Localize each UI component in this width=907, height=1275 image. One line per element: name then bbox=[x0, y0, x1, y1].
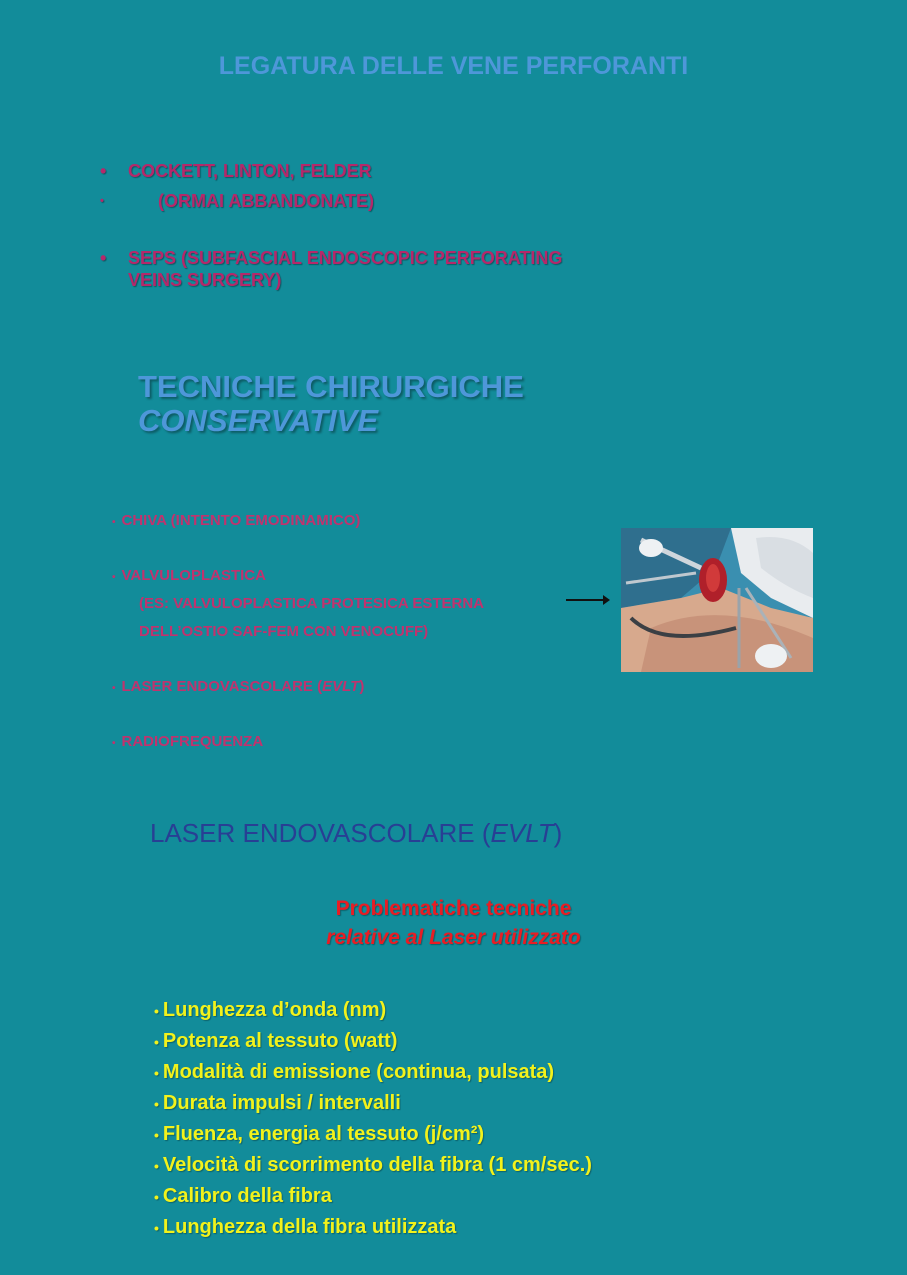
bullet-icon: • bbox=[154, 1189, 159, 1205]
list-item bbox=[100, 160, 562, 182]
surgery-illustration bbox=[621, 528, 813, 672]
list-item-sub: DELL’OSTIO SAF-FEM CON VENOCUFF) bbox=[139, 623, 429, 640]
list-item bbox=[100, 247, 562, 291]
page-title: LEGATURA DELLE VENE PERFORANTI bbox=[218, 52, 689, 80]
problematiche-heading: Problematiche tecniche relative al Laser utilizzato bbox=[326, 897, 581, 949]
list-item: • CHIVA (INTENTO EMODINAMICO) bbox=[112, 512, 361, 529]
list-item: • Potenza al tessuto (watt) bbox=[154, 1030, 398, 1052]
list-item: • LASER ENDOVASCOLARE (EVLT) bbox=[112, 678, 365, 695]
bullet-icon: • bbox=[100, 161, 107, 181]
list-item-label: SEPS (SUBFASCIAL ENDOSCOPIC PERFORATING VEINS SURGERY) bbox=[128, 248, 563, 290]
list-item: • Fluenza, energia al tessuto (j/cm²) bbox=[154, 1123, 485, 1145]
list-item: • Velocità di scorrimento della fibra (1 cm/sec.) bbox=[154, 1154, 592, 1176]
bullet-icon: • bbox=[154, 1003, 159, 1019]
list-item-sub: (ES: VALVULOPLASTICA PROTESICA ESTERNA bbox=[139, 595, 485, 612]
list-item: • Calibro della fibra bbox=[154, 1185, 332, 1207]
bullet-icon: • bbox=[100, 195, 104, 207]
bullet-icon: • bbox=[112, 683, 116, 694]
list-item: • VALVULOPLASTICA bbox=[112, 567, 266, 584]
list-item: • RADIOFREQUENZA bbox=[112, 733, 264, 750]
bullet-icon: • bbox=[100, 248, 107, 268]
bullet-icon: • bbox=[154, 1034, 159, 1050]
laser-parameters-list bbox=[154, 995, 592, 1243]
bullet-icon: • bbox=[154, 1158, 159, 1174]
bullet-icon: • bbox=[154, 1065, 159, 1081]
bullet-icon: • bbox=[112, 738, 116, 749]
bullet-icon: • bbox=[154, 1220, 159, 1236]
list-item: • Lunghezza d’onda (nm) bbox=[154, 999, 387, 1021]
list-item-label: (ORMAI ABBANDONATE) bbox=[158, 191, 374, 211]
list-item bbox=[100, 190, 562, 212]
list-item: • Modalità di emissione (continua, pulsata) bbox=[154, 1061, 555, 1083]
bullet-icon: • bbox=[154, 1127, 159, 1143]
section-title: TECNICHE CHIRURGICHE CONSERVATIVE bbox=[138, 369, 524, 438]
surgery-photo bbox=[621, 528, 813, 672]
list-item-label: COCKETT, LINTON, FELDER bbox=[128, 161, 372, 181]
arrow-right-icon bbox=[566, 599, 608, 601]
perforanti-list bbox=[100, 160, 562, 291]
list-item: • Durata impulsi / intervalli bbox=[154, 1092, 401, 1114]
bullet-icon: • bbox=[154, 1096, 159, 1112]
bullet-icon: • bbox=[112, 517, 116, 528]
bullet-icon: • bbox=[112, 572, 116, 583]
list-item: • Lunghezza della fibra utilizzata bbox=[154, 1216, 457, 1238]
evlt-heading: LASER ENDOVASCOLARE (EVLT) bbox=[150, 818, 563, 848]
